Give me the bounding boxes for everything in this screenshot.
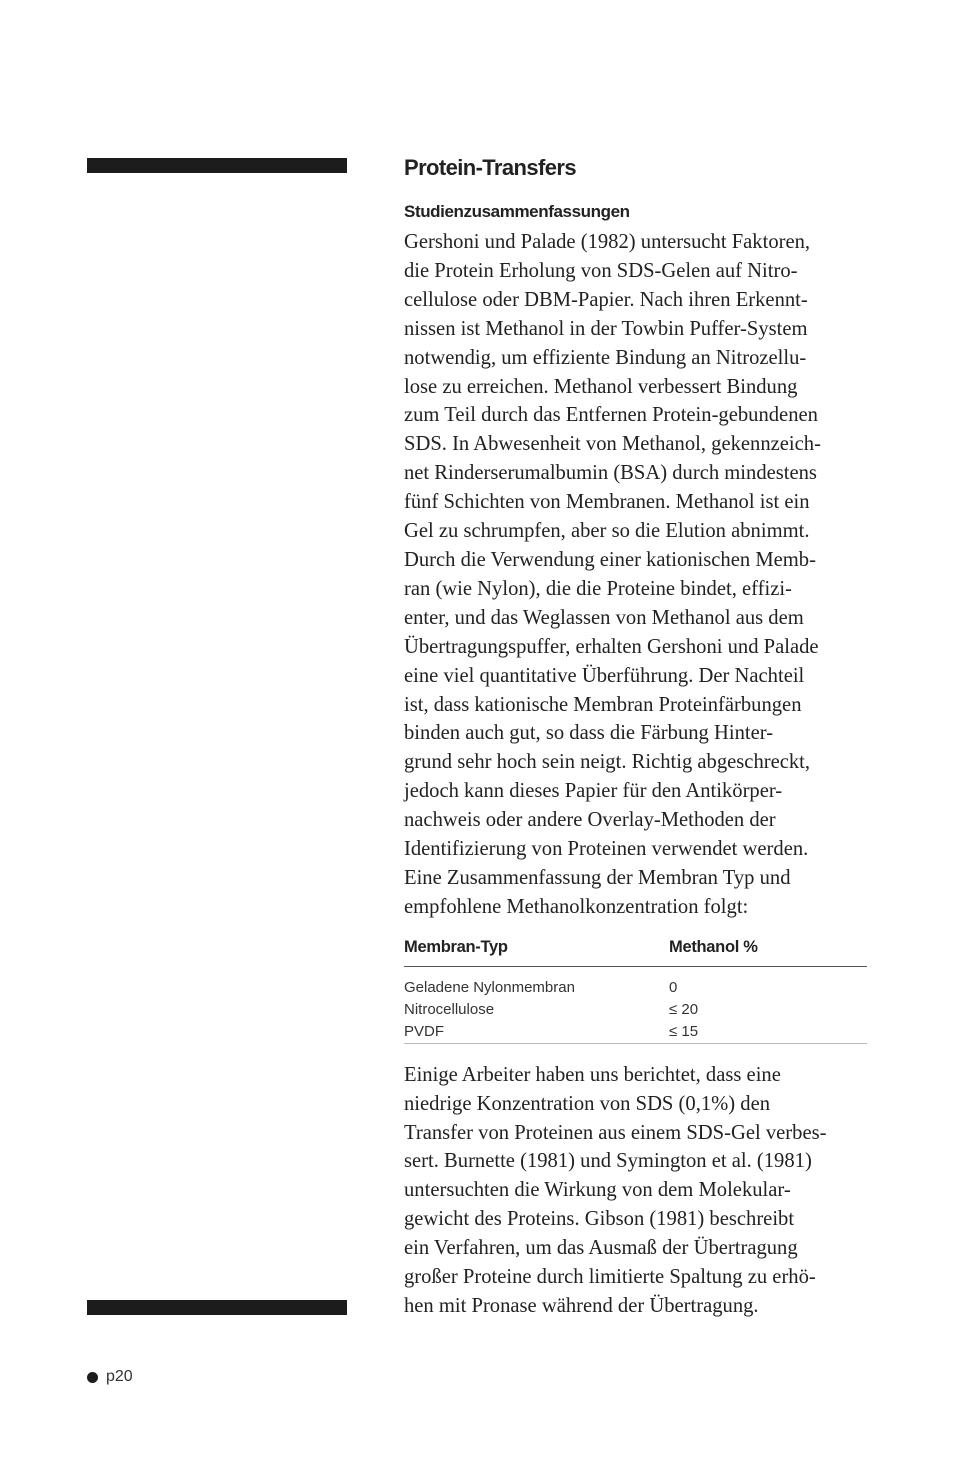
page-title: Protein-Transfers — [404, 155, 576, 180]
table-row — [404, 1021, 867, 1044]
paragraph-line: sert. Burnette (1981) und Symington et al. (1981) — [404, 1150, 812, 1173]
decorative-bar-top — [87, 158, 347, 173]
page-footer — [87, 1368, 133, 1386]
paragraph-line: hen mit Pronase während der Übertragung. — [404, 1295, 759, 1317]
table-cell-membrane: Nitrocellulose — [404, 1000, 495, 1018]
paragraph-line: Übertragungspuffer, erhalten Gershoni und Palade — [404, 635, 819, 658]
paragraph-line: nachweis oder andere Overlay-Methoden der — [404, 809, 776, 832]
paragraph-line: Eine Zusammenfassung der Membran Typ und — [404, 866, 791, 889]
paragraph-line: grund sehr hoch sein neigt. Richtig abgeschreckt, — [404, 751, 811, 774]
column-header-membrane-type: Membran-Typ — [404, 936, 669, 967]
paragraph-line: ran (wie Nylon), die die Proteine bindet, effizi- — [404, 577, 792, 600]
paragraph-line: Durch die Verwendung einer kationischen Memb- — [404, 548, 816, 571]
table-cell-methanol: ≤ 15 — [669, 1021, 867, 1044]
table-cell-membrane: Geladene Nylonmembran — [404, 978, 575, 996]
table-cell-methanol: 0 — [669, 978, 678, 996]
paragraph-line: niedrige Konzentration von SDS (0,1%) den — [404, 1092, 771, 1115]
methanol-table — [404, 936, 867, 1044]
table-cell-methanol: ≤ 20 — [669, 1000, 699, 1018]
table-row — [404, 966, 867, 999]
paragraph-line: zum Teil durch das Entfernen Protein-gebundenen — [404, 404, 818, 427]
table-header-row — [404, 936, 867, 967]
paragraph-line: enter, und das Weglassen von Methanol aus dem — [404, 606, 804, 629]
paragraph-line: die Protein Erholung von SDS-Gelen auf Nitro- — [404, 259, 798, 282]
main-content — [404, 150, 869, 1321]
paragraph-line: Transfer von Proteinen aus einem SDS-Gel verbes- — [404, 1121, 827, 1144]
paragraph-line: jedoch kann dieses Papier für den Antikörper- — [404, 780, 783, 803]
paragraph-line: fünf Schichten von Membranen. Methanol ist ein — [404, 491, 810, 514]
paragraph-line: Einige Arbeiter haben uns berichtet, dass eine — [404, 1063, 781, 1086]
paragraph-line: nissen ist Methanol in der Towbin Puffer-System — [404, 317, 808, 340]
paragraph-line: net Rinderserumalbumin (BSA) durch mindestens — [404, 462, 817, 485]
bullet-dot-icon — [87, 1372, 98, 1383]
table-cell-membrane: PVDF — [404, 1021, 669, 1044]
paragraph-line: untersuchten die Wirkung von dem Molekular- — [404, 1179, 791, 1202]
paragraph-2 — [404, 1061, 869, 1321]
paragraph-line: eine viel quantitative Überführung. Der Nachteil — [404, 664, 805, 687]
paragraph-line: lose zu erreichen. Methanol verbessert Bindung — [404, 375, 798, 398]
paragraph-line: gewicht des Proteins. Gibson (1981) beschreibt — [404, 1208, 795, 1231]
column-header-methanol: Methanol % — [669, 936, 867, 967]
paragraph-line: großer Proteine durch limitierte Spaltung zu erhö- — [404, 1266, 816, 1289]
section-subtitle: Studienzusammenfassungen — [404, 202, 630, 221]
paragraph-line: Gel zu schrumpfen, aber so die Elution abnimmt. — [404, 520, 810, 543]
paragraph-line: SDS. In Abwesenheit von Methanol, gekennzeich- — [404, 433, 821, 456]
paragraph-line: binden auch gut, so dass die Färbung Hinter- — [404, 722, 774, 745]
paragraph-line: empfohlene Methanolkonzentration folgt: — [404, 895, 749, 918]
paragraph-line: Identifizierung von Proteinen verwendet werden. — [404, 838, 809, 861]
decorative-bar-bottom — [87, 1300, 347, 1315]
paragraph-line: Gershoni und Palade (1982) untersucht Faktoren, — [404, 231, 811, 253]
table-row — [404, 999, 867, 1021]
paragraph-1 — [404, 228, 869, 922]
paragraph-line: cellulose oder DBM-Papier. Nach ihren Erkennt- — [404, 288, 808, 311]
paragraph-line: ist, dass kationische Membran Proteinfärbungen — [404, 693, 802, 716]
paragraph-line: ein Verfahren, um das Ausmaß der Übertragung — [404, 1237, 798, 1260]
paragraph-line: notwendig, um effiziente Bindung an Nitrozellu- — [404, 346, 807, 369]
page-number: p20 — [106, 1368, 133, 1385]
